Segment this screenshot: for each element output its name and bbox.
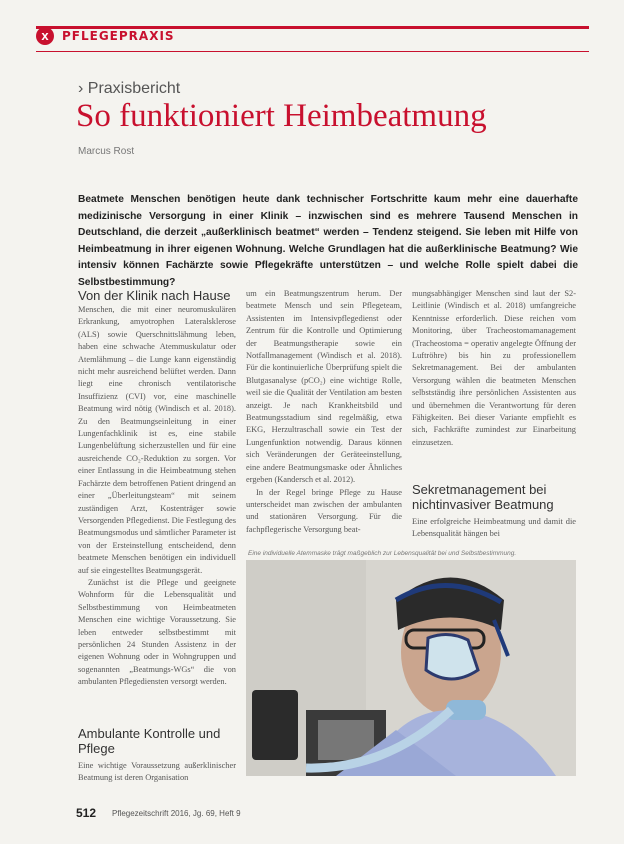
heading-ambulante-kontrolle: Ambulante Kontrolle und Pflege bbox=[78, 726, 221, 756]
column-1-continued bbox=[78, 760, 236, 785]
column-3-paragraph-1: mungsabhängiger Menschen sind laut der S2-Leitlinie (Windisch et al. 2018) umfangreiche Kenntnisse erforderlich. Diese reichen vom Monitoring, über Tracheostomamanagement (Tracheostoma = operativ angelegte Öffnung der Luftröhre) bis hin zu professionellem Sekretmanagement. Bei der ambulanten Versorgung wählen die beatmeten Menschen selbstständig ihre persönlichen Assistenten aus und übernehmen die Verantwortung für deren Fähigkeiten. Bei dieser Variante empfiehlt es sich, Fachkräfte zumindest zur Einarbeitung einzusetzen. bbox=[412, 289, 576, 447]
column-2-paragraph-2: In der Regel bringe Pflege zu Hause unterscheidet man zwischen der ambulanten und stationären Versorgung. Für die fachpflegerische Versorgung beat- bbox=[246, 487, 402, 534]
column-3 bbox=[412, 288, 576, 449]
column-3-paragraph-2: Eine erfolgreiche Heimbeatmung und damit die Lebensqualität hängen bei bbox=[412, 517, 576, 539]
heading-von-der-klinik: Von der Klinik nach Hause bbox=[78, 288, 231, 303]
column-1-paragraph-2: Zunächst ist die Pflege und geeignete Wohnform für die Lebensqualität und Selbstbestimmung von Heimbeatmeten Menschen eine wichtige Voraussetzung. Sie leben entweder selbstbestimmt mit persönlichen 24 Stunden Assistenz in der eigenen Wohnung oder in Wohngruppen und sogenannten „Beatmungs-WGs“ die von ambulanten Pflegediensten versorgt werden. bbox=[78, 577, 236, 687]
journal-citation: Pflegezeitschrift 2016, Jg. 69, Heft 9 bbox=[112, 809, 241, 818]
article-author: Marcus Rost bbox=[78, 146, 135, 157]
column-1-paragraph-1: Menschen, die mit einer neuromuskulären Erkrankung, amyotrophen Lateralsklerose (ALS) sowie Querschnittslähmung leben, haben eine schwache Atemmuskulatur oder Atemlähmung – die Lunge kann eigenständig nicht mehr ausreichend belüftet werden. Dann liegt eine chronisch ventilatorische Insuffizienz (CVI) vor, eine maschinelle Beatmung wird nötig (Windisch et al. 2018). Zu den Beatmungseinleitung in einer Lungenfachklinik ist es, eine stabile Lungenbelüftung sicherzustellen und für eine ausreichende CO₂-Reduktion zu sorgen. Vor einer Entlassung in die Heimbeatmung stehen Fachärzte dem betroffenen Patient dringend an einer „Überleitungsteam“ mit seinem zuständigen Arzt, Kostenträger sowie Versorgenden Pflegedienst. Die Festlegung des Beatmungsmodus und sämtlicher Parameter ist von der Ersteinstellung entscheidend, denn beatmete Menschen benötigen ein individuell auf sie eingestelltes Beatmungsgerät. bbox=[78, 305, 236, 575]
heading-sekretmanagement: Sekretmanagement bei nichtinvasiver Beatmung bbox=[412, 482, 554, 512]
column-1 bbox=[78, 304, 236, 689]
page-number: 512 bbox=[76, 806, 97, 820]
column-2-paragraph-1: um ein Beatmungszentrum herum. Der beatmete Mensch und sein Pflegeteam, Assistenten im Intensivpflegedienst oder Zentrum für die Kontrolle und Optimierung der Beatmungstherapie sowie ein Notfallmanagement (Windisch et al. 2018). Für die kontinuierliche Überprüfung spielt die Blutgasanalyse (pCO₂) eine wichtige Rolle, weil sie die Qualität der Ventilation am besten anzeigt. Je nach Krankheitsbild und Beatmungsstadium sind regelmäßig, etwa EKG, Herzultraschall sowie ein Test der Lungenfunktion notwendig. Daraus können sich Veränderungen der Geräteeinstellung, eine andere Beatmungsmaske oder Ähnliches ergeben (Kandersch et al. 2012). bbox=[246, 289, 402, 485]
section-label: PFLEGEPRAXIS bbox=[62, 29, 175, 43]
article-title: So funktioniert Heimbeatmung bbox=[76, 98, 487, 134]
article-photo bbox=[246, 560, 576, 776]
column-2 bbox=[246, 288, 402, 536]
article-kicker: › Praxisbericht bbox=[78, 80, 181, 97]
section-header bbox=[36, 26, 589, 52]
article-lead: Beatmete Menschen benötigen heute dank technischer Fortschritte kaum mehr eine dauerhafte medizinische Versorgung in einer Klinik – inzwischen sind es mehrere Tausend Menschen in Deutschland, die derzeit „außerklinisch beatmet“ werden – Tendenz steigend. Sie leben mit Hilfe von Heimbeatmung in ihrer eigenen Wohnung. Welche Grundlagen hat die außerklinische Beatmung? Wie intensiv können Fachärzte sowie Pflegekräfte unterstützen – und welche Rolle spielt dabei die Selbstbestimmung? bbox=[78, 194, 578, 288]
photo-illustration bbox=[246, 560, 576, 776]
column-3-continued bbox=[412, 516, 576, 541]
photo-caption: Eine individuelle Atemmaske trägt maßgeblich zur Lebensqualität bei und Selbstbestimmung. bbox=[248, 550, 517, 557]
column-1-paragraph-3: Eine wichtige Voraussetzung außerklinischer Beatmung ist deren Organisation bbox=[78, 761, 236, 783]
section-badge-icon: x bbox=[36, 27, 54, 45]
